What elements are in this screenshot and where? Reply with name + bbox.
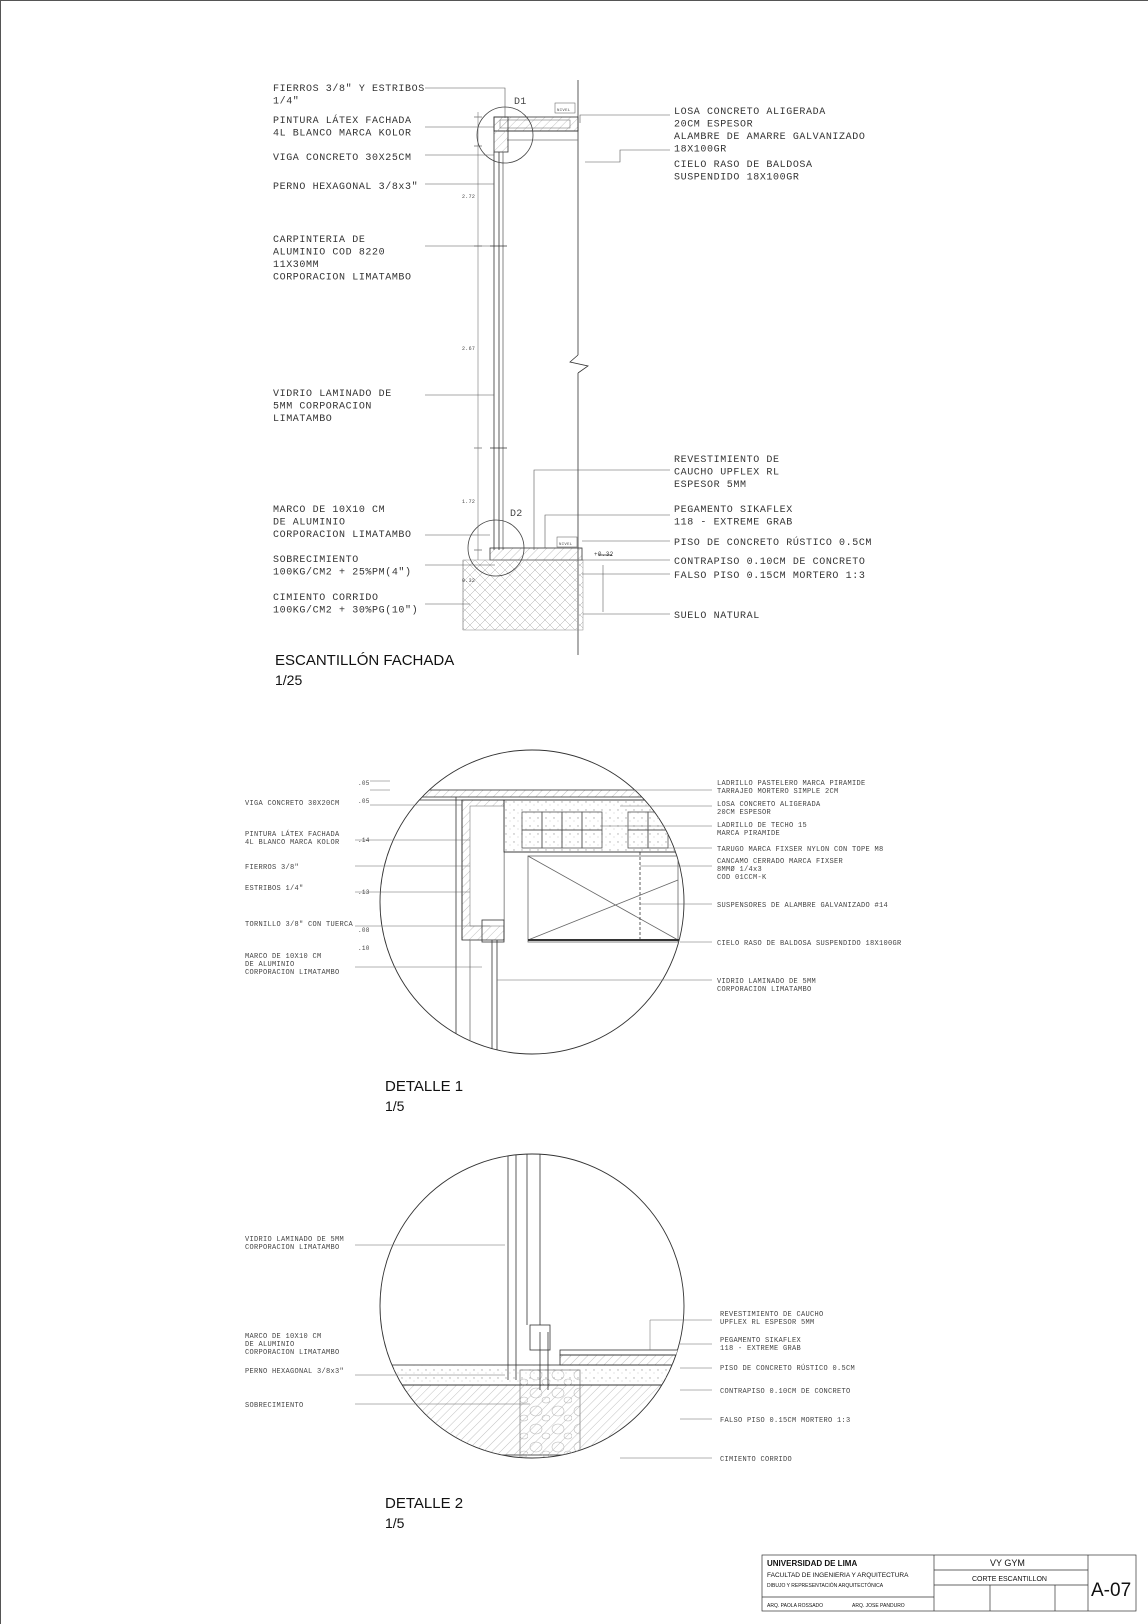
- main-left-label-8-line-1: 100KG/CM2 + 30%PG(10"): [273, 605, 419, 617]
- main-left-label-7-line-0: SOBRECIMIENTO: [273, 555, 359, 566]
- detail-2-title: DETALLE 2: [385, 1495, 464, 1512]
- main-left-label-8-line-0: CIMIENTO CORRIDO: [273, 593, 379, 604]
- level-lower-label: NIVEL: [559, 543, 573, 547]
- detail-1-right-label-0-line-0: LADRILLO PASTELERO MARCA PIRAMIDE: [717, 780, 866, 788]
- detail-2-left-label-1-line-2: CORPORACION LIMATAMBO: [245, 1349, 340, 1357]
- university-name: UNIVERSIDAD DE LIMA: [767, 1559, 858, 1568]
- section-main-geometry: [463, 80, 612, 655]
- detail-1-left-label-5-line-2: CORPORACION LIMATAMBO: [245, 969, 340, 977]
- detail-2-right-label-5-line-0: CIMIENTO CORRIDO: [720, 1456, 793, 1464]
- main-left-label-5-line-2: LIMATAMBO: [273, 414, 333, 425]
- main-right-label-1-line-0: CIELO RASO DE BALDOSA: [674, 160, 813, 171]
- main-left-label-7-line-1: 100KG/CM2 + 25%PM(4"): [273, 567, 412, 579]
- detail-1-left-label-4-line-0: TORNILLO 3/8" CON TUERCA: [245, 921, 354, 929]
- main-left-label-6-line-0: MARCO DE 10X10 CM: [273, 505, 386, 516]
- detail-1-left-label-1-line-0: PINTURA LÁTEX FACHADA: [245, 831, 340, 839]
- detail-2-right-label-1-line-0: PEGAMENTO SIKAFLEX: [720, 1337, 802, 1345]
- section-main-left-labels: [273, 83, 425, 617]
- main-left-label-6-line-2: CORPORACION LIMATAMBO: [273, 530, 412, 541]
- dim-height-lower: 1.72: [462, 499, 476, 505]
- section-main-scale: 1/25: [275, 672, 303, 688]
- detail-1-left-labels: [245, 800, 354, 977]
- detail-1-right-label-4-line-2: COD 01CCM-K: [717, 874, 767, 882]
- detail-2-right-label-2-line-0: PISO DE CONCRETO RÚSTICO 0.5CM: [720, 1365, 856, 1373]
- detail-1-right-label-4-line-1: 8MMØ 1/4x3: [717, 866, 763, 874]
- main-left-label-4-line-2: 11X30MM: [273, 260, 320, 271]
- main-right-label-3-line-0: PEGAMENTO SIKAFLEX: [674, 505, 793, 516]
- detail-2-left-label-1-line-0: MARCO DE 10X10 CM: [245, 1333, 322, 1341]
- professor-2: ARQ. JOSE PANDURO: [852, 1603, 905, 1609]
- level-upper-label: NIVEL: [557, 109, 571, 113]
- main-right-label-2-line-2: ESPESOR 5MM: [674, 480, 747, 491]
- detail-2-geometry: [380, 1150, 700, 1470]
- main-left-label-4-line-3: CORPORACION LIMATAMBO: [273, 272, 412, 284]
- main-right-label-0-line-1: 20CM ESPESOR: [674, 119, 754, 131]
- main-right-label-3-line-1: 118 - EXTREME GRAB: [674, 517, 793, 529]
- level-floor-value: +0.32: [594, 551, 614, 558]
- detail-1-dim-4: .08: [358, 927, 370, 934]
- detail-2-left-label-0-line-0: VIDRIO LAMINADO DE 5MM: [245, 1236, 345, 1244]
- detail-1-right-label-0-line-1: TARRAJEO MORTERO SIMPLE 2CM: [717, 788, 839, 796]
- detail-1-right-label-7-line-1: CORPORACION LIMATAMBO: [717, 986, 812, 994]
- detail-1-dim-0: .05: [358, 780, 370, 787]
- dim-height-upper: 2.72: [462, 194, 476, 200]
- detail-2-left-label-3-line-0: SOBRECIMIENTO: [245, 1402, 304, 1410]
- main-left-label-0-line-1: 1/4": [273, 96, 300, 108]
- sheet-number: A-07: [1091, 1580, 1132, 1601]
- detail-1-dim-3: .13: [358, 889, 370, 896]
- main-right-label-7-line-0: SUELO NATURAL: [674, 611, 760, 622]
- detail-1-left-label-0-line-0: VIGA CONCRETO 30X20CM: [245, 800, 340, 808]
- detail-1-dim-2: .14: [358, 837, 370, 844]
- detail-1-geometry: [380, 790, 690, 1060]
- dim-height-middle: 2.67: [462, 346, 476, 352]
- detail-1-right-labels: [717, 780, 902, 994]
- faculty-name: FACULTAD DE INGENIERIA Y ARQUITECTURA: [767, 1572, 909, 1579]
- detail-1-right-label-6-line-0: CIELO RASO DE BALDOSA SUSPENDIDO 18X100GR: [717, 940, 902, 948]
- main-right-label-0-line-3: 18X100GR: [674, 144, 727, 156]
- detail-2-right-label-0-line-1: UPFLEX RL ESPESOR 5MM: [720, 1319, 815, 1327]
- section-main-title: ESCANTILLÓN FACHADA: [275, 652, 455, 669]
- main-left-label-5-line-0: VIDRIO LAMINADO DE: [273, 389, 392, 400]
- main-left-label-1-line-1: 4L BLANCO MARCA KOLOR: [273, 128, 412, 140]
- detail-1-right-label-3-line-0: TARUGO MARCA FIXSER NYLON CON TOPE M8: [717, 846, 884, 854]
- detail-2-right-label-0-line-0: REVESTIMIENTO DE CAUCHO: [720, 1311, 824, 1319]
- detail-1-left-label-5-line-1: DE ALUMINIO: [245, 961, 295, 969]
- professor-1: ARQ. PAOLA ROSSADO: [767, 1603, 824, 1609]
- detail-1-left-label-5-line-0: MARCO DE 10X10 CM: [245, 953, 322, 961]
- detail-2-left-labels: [245, 1236, 344, 1410]
- project-name: VY GYM: [990, 1558, 1025, 1568]
- detail-2-left-label-2-line-0: PERNO HEXAGONAL 3/8x3": [245, 1368, 345, 1376]
- main-left-label-5-line-1: 5MM CORPORACION: [273, 401, 373, 413]
- detail-1-right-label-4-line-0: CANCAMO CERRADO MARCA FIXSER: [717, 858, 844, 866]
- detail-1-left-label-3-line-0: ESTRIBOS 1/4": [245, 885, 304, 893]
- dim-base: 0.32: [462, 578, 476, 584]
- main-left-label-2-line-0: VIGA CONCRETO 30X25CM: [273, 153, 412, 164]
- detail-1-left-label-2-line-0: FIERROS 3/8": [245, 864, 300, 872]
- detail-1-scale: 1/5: [385, 1098, 405, 1114]
- detail-1-right-label-2-line-0: LADRILLO DE TECHO 15: [717, 822, 808, 830]
- main-left-label-0-line-0: FIERROS 3/8" Y ESTRIBOS: [273, 84, 425, 95]
- detail-2-right-label-4-line-0: FALSO PISO 0.15CM MORTERO 1:3: [720, 1417, 851, 1425]
- main-left-label-4-line-1: ALUMINIO COD 8220: [273, 247, 386, 259]
- sheet-name: CORTE ESCANTILLON: [972, 1576, 1047, 1583]
- main-right-label-5-line-0: CONTRAPISO 0.10CM DE CONCRETO: [674, 557, 866, 568]
- main-right-label-0-line-2: ALAMBRE DE AMARRE GALVANIZADO: [674, 132, 866, 143]
- detail-2-scale: 1/5: [385, 1515, 405, 1531]
- section-main-right-labels: [674, 107, 872, 622]
- main-left-label-6-line-1: DE ALUMINIO: [273, 517, 346, 529]
- detail-2-right-labels: [720, 1311, 855, 1464]
- course-name: DIBUJO Y REPRESENTACIÓN ARQUITECTÓNICA: [767, 1583, 884, 1589]
- detail-1-right-label-2-line-1: MARCA PIRAMIDE: [717, 830, 781, 838]
- detail-2-right-label-1-line-1: 118 - EXTREME GRAB: [720, 1345, 802, 1353]
- detail-1-left-label-1-line-1: 4L BLANCO MARCA KOLOR: [245, 839, 340, 847]
- main-right-label-6-line-0: FALSO PISO 0.15CM MORTERO 1:3: [674, 571, 866, 582]
- main-left-label-3-line-0: PERNO HEXAGONAL 3/8x3": [273, 182, 419, 193]
- main-right-label-4-line-0: PISO DE CONCRETO RÚSTICO 0.5CM: [674, 538, 873, 549]
- detail-1-right-label-7-line-0: VIDRIO LAMINADO DE 5MM: [717, 978, 817, 986]
- detail-1-title: DETALLE 1: [385, 1078, 464, 1095]
- main-left-label-4-line-0: CARPINTERIA DE: [273, 235, 366, 246]
- main-right-label-1-line-1: SUSPENDIDO 18X100GR: [674, 172, 800, 184]
- detail-1-right-label-1-line-1: 20CM ESPESOR: [717, 809, 772, 817]
- callout-d1-label: D1: [514, 97, 527, 108]
- main-right-label-0-line-0: LOSA CONCRETO ALIGERADA: [674, 107, 826, 118]
- detail-1-right-label-1-line-0: LOSA CONCRETO ALIGERADA: [717, 801, 821, 809]
- main-left-label-1-line-0: PINTURA LÁTEX FACHADA: [273, 116, 412, 127]
- callout-d2-label: D2: [510, 509, 523, 520]
- detail-2-left-label-1-line-1: DE ALUMINIO: [245, 1341, 295, 1349]
- detail-1-dim-5: .10: [358, 945, 370, 952]
- main-right-label-2-line-0: REVESTIMIENTO DE: [674, 455, 780, 466]
- detail-2-left-label-0-line-1: CORPORACION LIMATAMBO: [245, 1244, 340, 1252]
- main-right-label-2-line-1: CAUCHO UPFLEX RL: [674, 467, 780, 479]
- detail-1-dim-1: .05: [358, 798, 370, 805]
- detail-1-right-label-5-line-0: SUSPENSORES DE ALAMBRE GALVANIZADO #14: [717, 902, 889, 910]
- detail-2-right-label-3-line-0: CONTRAPISO 0.10CM DE CONCRETO: [720, 1388, 851, 1396]
